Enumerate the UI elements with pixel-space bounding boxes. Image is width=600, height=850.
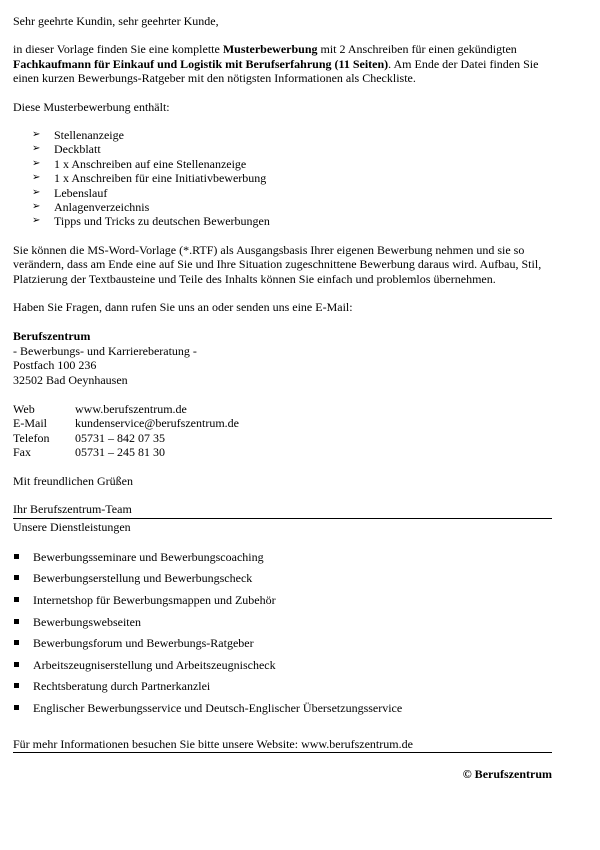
contents-list <box>13 128 552 229</box>
copyright: © Berufszentrum <box>462 767 552 782</box>
list-item <box>13 214 552 228</box>
list-item <box>13 128 552 142</box>
signature-team: Ihr Berufszentrum-Team <box>13 502 132 517</box>
square-bullet-icon <box>14 597 19 602</box>
intro-bold-1: Musterbewerbung <box>222 42 318 57</box>
service-label: Bewerbungsforum und Bewerbungs-Ratgeber <box>33 636 254 651</box>
more-info-text: Für mehr Informationen besuchen Sie bitte unsere Website: www.berufszentrum.de <box>13 736 413 751</box>
arrow-bullet-icon: ➢ <box>32 172 41 184</box>
square-bullet-icon <box>14 683 19 688</box>
service-label: Internetshop für Bewerbungsmappen und Zubehör <box>33 593 276 608</box>
service-label: Bewerbungswebseiten <box>33 614 141 629</box>
intro-text-2: mit 2 Anschreiben für einen gekündigten <box>317 42 517 57</box>
intro-text-1: in dieser Vorlage finden Sie eine komplette <box>13 42 223 57</box>
questions-paragraph: Haben Sie Fragen, dann rufen Sie uns an oder senden uns eine E-Mail: <box>13 299 353 314</box>
square-bullet-icon <box>14 575 19 580</box>
service-label: Bewerbungsseminare und Bewerbungscoaching <box>33 549 264 564</box>
service-label: Englischer Bewerbungsservice und Deutsch-Englischer Übersetzungsservice <box>33 701 403 716</box>
list-item <box>13 200 552 214</box>
square-bullet-icon <box>14 705 19 710</box>
list-item <box>13 615 552 637</box>
list-item <box>13 701 552 723</box>
list-item-label: Tipps und Tricks zu deutschen Bewerbungen <box>54 214 270 229</box>
arrow-bullet-icon: ➢ <box>32 215 41 227</box>
divider-bottom <box>13 752 552 753</box>
table-row <box>13 431 239 445</box>
list-item <box>13 679 552 701</box>
intro-paragraph <box>13 42 552 85</box>
divider-top <box>13 518 552 519</box>
list-item-label: Anlagenverzeichnis <box>54 199 150 214</box>
list-item <box>13 157 552 171</box>
company-name: Berufszentrum <box>13 329 91 344</box>
contact-fax: 05731 – 245 81 30 <box>75 445 165 460</box>
postbox: Postfach 100 236 <box>13 358 97 373</box>
list-item <box>13 186 552 200</box>
city: 32502 Bad Oeynhausen <box>13 372 128 387</box>
contact-phone: 05731 – 842 07 35 <box>75 430 165 445</box>
list-item-label: 1 x Anschreiben für eine Initiativbewerbung <box>54 171 267 186</box>
contact-key: Web <box>13 402 35 417</box>
services-heading: Unsere Dienstleistungen <box>13 520 131 535</box>
intro-bold-2: Fachkaufmann für Einkauf und Logistik mit Berufserfahrung (11 Seiten) <box>13 56 389 71</box>
usage-paragraph: Sie können die MS-Word-Vorlage (*.RTF) als Ausgangsbasis Ihrer eigenen Bewerbung nehmen und sie so verändern, dass am Ende eine auf Sie und Ihre Situation zugeschnittene Bewerbung daraus wird. Aufbau, Stil, Platzierung der Textbausteine und Teile des Inhalts können Sie einfach und problemlos übernehmen. <box>13 242 542 286</box>
list-item <box>13 142 552 156</box>
list-item-label: Deckblatt <box>54 142 101 157</box>
list-item <box>13 658 552 680</box>
contact-web-link[interactable]: www.berufszentrum.de <box>75 402 187 417</box>
closing: Mit freundlichen Grüßen <box>13 473 133 488</box>
square-bullet-icon <box>14 619 19 624</box>
contact-key: E-Mail <box>13 416 47 431</box>
intro-text-3: . Am Ende der Datei finden Sie einen kurzen Bewerbungs-Ratgeber mit den nötigsten Informationen als Checkliste. <box>13 56 539 86</box>
arrow-bullet-icon: ➢ <box>32 143 41 155</box>
list-item <box>13 171 552 185</box>
square-bullet-icon <box>14 554 19 559</box>
service-label: Bewerbungserstellung und Bewerbungscheck <box>33 571 253 586</box>
contact-key: Fax <box>13 445 31 460</box>
list-item <box>13 550 552 572</box>
service-label: Arbeitszeugniserstellung und Arbeitszeugnischeck <box>33 657 276 672</box>
contents-heading: Diese Musterbewerbung enthält: <box>13 99 170 114</box>
arrow-bullet-icon: ➢ <box>32 157 41 169</box>
list-item <box>13 571 552 593</box>
company-subtitle: - Bewerbungs- und Karriereberatung - <box>13 343 197 358</box>
address-block <box>13 329 552 387</box>
service-label: Rechtsberatung durch Partnerkanzlei <box>33 679 211 694</box>
arrow-bullet-icon: ➢ <box>32 200 41 212</box>
salutation: Sehr geehrte Kundin, sehr geehrter Kunde, <box>13 14 219 28</box>
list-item <box>13 636 552 658</box>
list-item <box>13 593 552 615</box>
list-item-label: Stellenanzeige <box>54 128 124 143</box>
contact-table <box>13 402 239 460</box>
list-item-label: Lebenslauf <box>54 185 108 200</box>
table-row <box>13 416 239 430</box>
arrow-bullet-icon: ➢ <box>32 129 41 141</box>
contact-email-link[interactable]: kundenservice@berufszentrum.de <box>75 416 239 431</box>
services-list <box>13 550 552 723</box>
square-bullet-icon <box>14 640 19 645</box>
arrow-bullet-icon: ➢ <box>32 186 41 198</box>
contact-key: Telefon <box>13 430 50 445</box>
table-row <box>13 402 239 416</box>
list-item-label: 1 x Anschreiben auf eine Stellenanzeige <box>54 156 247 171</box>
square-bullet-icon <box>14 662 19 667</box>
table-row <box>13 445 239 459</box>
